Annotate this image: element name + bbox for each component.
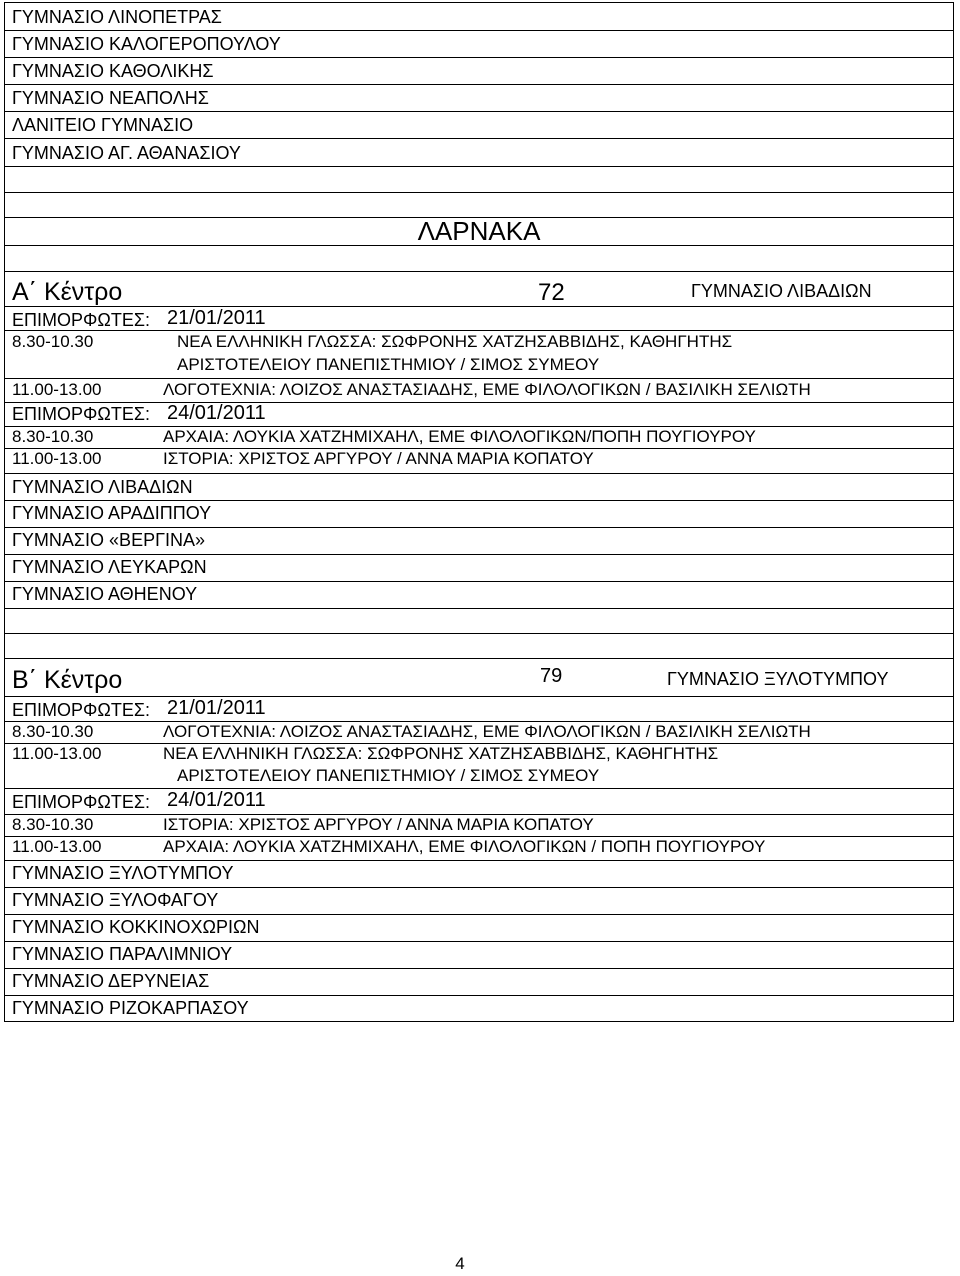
school-row	[4, 995, 954, 1022]
school-name: ΓΥΜΝΑΣΙΟ ΚΑΛΟΓΕΡΟΠΟΥΛΟΥ	[12, 34, 281, 54]
trainers-label: ΕΠΙΜΟΡΦΩΤΕΣ:	[12, 404, 150, 424]
session-subject: ΛΟΓΟΤΕΧΝΙΑ: ΛΟΙΖΟΣ ΑΝΑΣΤΑΣΙΑΔΗΣ, ΕΜΕ ΦΙΛΟΛΟΓΙΚΩΝ / ΒΑΣΙΛΙΚΗ ΣΕΛΙΩΤΗ	[163, 722, 811, 741]
school-row	[4, 554, 954, 581]
session-row	[4, 836, 954, 860]
school-name: ΓΥΜΝΑΣΙΟ ΛΕΥΚΑΡΩΝ	[12, 557, 207, 577]
center-number: 79	[540, 665, 563, 687]
center-header-row	[4, 658, 954, 696]
empty-row	[4, 192, 954, 217]
school-name: ΓΥΜΝΑΣΙΟ ΞΥΛΟΤΥΜΠΟΥ	[12, 863, 234, 883]
school-row	[4, 581, 954, 608]
school-row	[4, 84, 954, 111]
school-name: ΓΥΜΝΑΣΙΟ ΑΡΑΔΙΠΠΟΥ	[12, 503, 212, 523]
school-row	[4, 527, 954, 554]
session-row	[4, 330, 954, 378]
trainers-date-row	[4, 306, 954, 330]
session-subject-cont: ΑΡΙΣΤΟΤΕΛΕΙΟΥ ΠΑΝΕΠΙΣΤΗΜΙΟΥ / ΣΙΜΟΣ ΣΥΜΕΟΥ	[177, 766, 600, 785]
school-row	[4, 473, 954, 500]
school-name: ΓΥΜΝΑΣΙΟ ΑΘΗΕΝΟΥ	[12, 584, 198, 604]
empty-row	[4, 633, 954, 658]
session-date: 21/01/2011	[167, 307, 266, 329]
session-time: 11.00-13.00	[12, 744, 102, 763]
empty-row	[4, 166, 954, 192]
session-row	[4, 378, 954, 402]
school-row	[4, 111, 954, 138]
school-row	[4, 30, 954, 57]
session-time: 8.30-10.30	[12, 815, 94, 834]
trainers-label: ΕΠΙΜΟΡΦΩΤΕΣ:	[12, 700, 150, 720]
center-title: Α΄ Κέντρο	[12, 278, 123, 306]
session-time: 8.30-10.30	[12, 332, 94, 351]
school-name: ΓΥΜΝΑΣΙΟ ΑΓ. ΑΘΑΝΑΣΙΟΥ	[12, 143, 241, 163]
school-row	[4, 57, 954, 84]
trainers-label: ΕΠΙΜΟΡΦΩΤΕΣ:	[12, 792, 150, 812]
school-row	[4, 138, 954, 166]
session-row	[4, 814, 954, 836]
center-venue: ΓΥΜΝΑΣΙΟ ΞΥΛΟΤΥΜΠΟΥ	[667, 669, 889, 689]
trainers-label: ΕΠΙΜΟΡΦΩΤΕΣ:	[12, 310, 150, 330]
school-row	[4, 860, 954, 887]
city-heading-row	[4, 217, 954, 245]
school-name: ΓΥΜΝΑΣΙΟ ΚΑΘΟΛΙΚΗΣ	[12, 61, 214, 81]
center-header-row	[4, 271, 954, 306]
school-name: ΓΥΜΝΑΣΙΟ ΛΙΒΑΔΙΩΝ	[12, 477, 193, 497]
school-name: ΛΑΝΙΤΕΙΟ ΓΥΜΝΑΣΙΟ	[12, 115, 194, 135]
school-name: ΓΥΜΝΑΣΙΟ ΚΟΚΚΙΝΟΧΩΡΙΩΝ	[12, 917, 260, 937]
session-time: 11.00-13.00	[12, 380, 102, 399]
session-subject: ΝΕΑ ΕΛΛΗΝΙΚΗ ΓΛΩΣΣΑ: ΣΩΦΡΟΝΗΣ ΧΑΤΖΗΣΑΒΒΙΔΗΣ, ΚΑΘΗΓΗΤΗΣ	[163, 744, 719, 763]
school-name: ΓΥΜΝΑΣΙΟ ΔΕΡΥΝΕΙΑΣ	[12, 971, 210, 991]
session-subject: ΑΡΧΑΙΑ: ΛΟΥΚΙΑ ΧΑΤΖΗΜΙΧΑΗΛ, ΕΜΕ ΦΙΛΟΛΟΓΙΚΩΝ / ΠΟΠΗ ΠΟΥΓΙΟΥΡΟΥ	[163, 837, 766, 856]
session-subject-cont: ΑΡΙΣΤΟΤΕΛΕΙΟΥ ΠΑΝΕΠΙΣΤΗΜΙΟΥ / ΣΙΜΟΣ ΣΥΜΕΟΥ	[177, 355, 600, 374]
center-title: Β΄ Κέντρο	[12, 666, 123, 694]
school-name: ΓΥΜΝΑΣΙΟ ΞΥΛΟΦΑΓΟΥ	[12, 890, 219, 910]
school-name: ΓΥΜΝΑΣΙΟ «ΒΕΡΓΙΝΑ»	[12, 530, 206, 550]
session-subject: ΙΣΤΟΡΙΑ: ΧΡΙΣΤΟΣ ΑΡΓΥΡΟΥ / ΑΝΝΑ ΜΑΡΙΑ ΚΟΠΑΤΟΥ	[163, 449, 594, 468]
session-subject: ΑΡΧΑΙΑ: ΛΟΥΚΙΑ ΧΑΤΖΗΜΙΧΑΗΛ, ΕΜΕ ΦΙΛΟΛΟΓΙΚΩΝ/ΠΟΠΗ ΠΟΥΓΙΟΥΡΟΥ	[163, 427, 756, 446]
school-row	[4, 500, 954, 527]
session-subject: ΙΣΤΟΡΙΑ: ΧΡΙΣΤΟΣ ΑΡΓΥΡΟΥ / ΑΝΝΑ ΜΑΡΙΑ ΚΟΠΑΤΟΥ	[163, 815, 594, 834]
session-date: 24/01/2011	[167, 789, 266, 811]
city-heading: ΛΑΡΝΑΚΑ	[417, 216, 541, 246]
empty-row	[4, 245, 954, 271]
trainers-date-row	[4, 788, 954, 814]
session-date: 21/01/2011	[167, 697, 266, 719]
session-row	[4, 426, 954, 448]
school-name: ΓΥΜΝΑΣΙΟ ΡΙΖΟΚΑΡΠΑΣΟΥ	[12, 998, 249, 1018]
school-row	[4, 2, 954, 30]
session-row	[4, 743, 954, 788]
center-venue: ΓΥΜΝΑΣΙΟ ΛΙΒΑΔΙΩΝ	[691, 281, 872, 301]
trainers-date-row	[4, 402, 954, 426]
session-subject: ΝΕΑ ΕΛΛΗΝΙΚΗ ΓΛΩΣΣΑ: ΣΩΦΡΟΝΗΣ ΧΑΤΖΗΣΑΒΒΙΔΗΣ, ΚΑΘΗΓΗΤΗΣ	[177, 332, 733, 351]
session-row	[4, 448, 954, 473]
session-time: 8.30-10.30	[12, 722, 94, 741]
session-subject: ΛΟΓΟΤΕΧΝΙΑ: ΛΟΙΖΟΣ ΑΝΑΣΤΑΣΙΑΔΗΣ, ΕΜΕ ΦΙΛΟΛΟΓΙΚΩΝ / ΒΑΣΙΛΙΚΗ ΣΕΛΙΩΤΗ	[163, 380, 811, 399]
session-row	[4, 721, 954, 743]
school-row	[4, 914, 954, 941]
empty-row	[4, 608, 954, 633]
trainers-date-row	[4, 696, 954, 721]
page-number: 4	[455, 1254, 465, 1273]
session-time: 11.00-13.00	[12, 449, 102, 468]
session-time: 8.30-10.30	[12, 427, 94, 446]
session-date: 24/01/2011	[167, 402, 266, 424]
school-row	[4, 941, 954, 968]
session-time: 11.00-13.00	[12, 837, 102, 856]
school-name: ΓΥΜΝΑΣΙΟ ΛΙΝΟΠΕΤΡΑΣ	[12, 7, 222, 27]
school-row	[4, 968, 954, 995]
school-row	[4, 887, 954, 914]
center-number: 72	[538, 279, 565, 306]
school-name: ΓΥΜΝΑΣΙΟ ΝΕΑΠΟΛΗΣ	[12, 88, 209, 108]
school-name: ΓΥΜΝΑΣΙΟ ΠΑΡΑΛΙΜΝΙΟΥ	[12, 944, 233, 964]
